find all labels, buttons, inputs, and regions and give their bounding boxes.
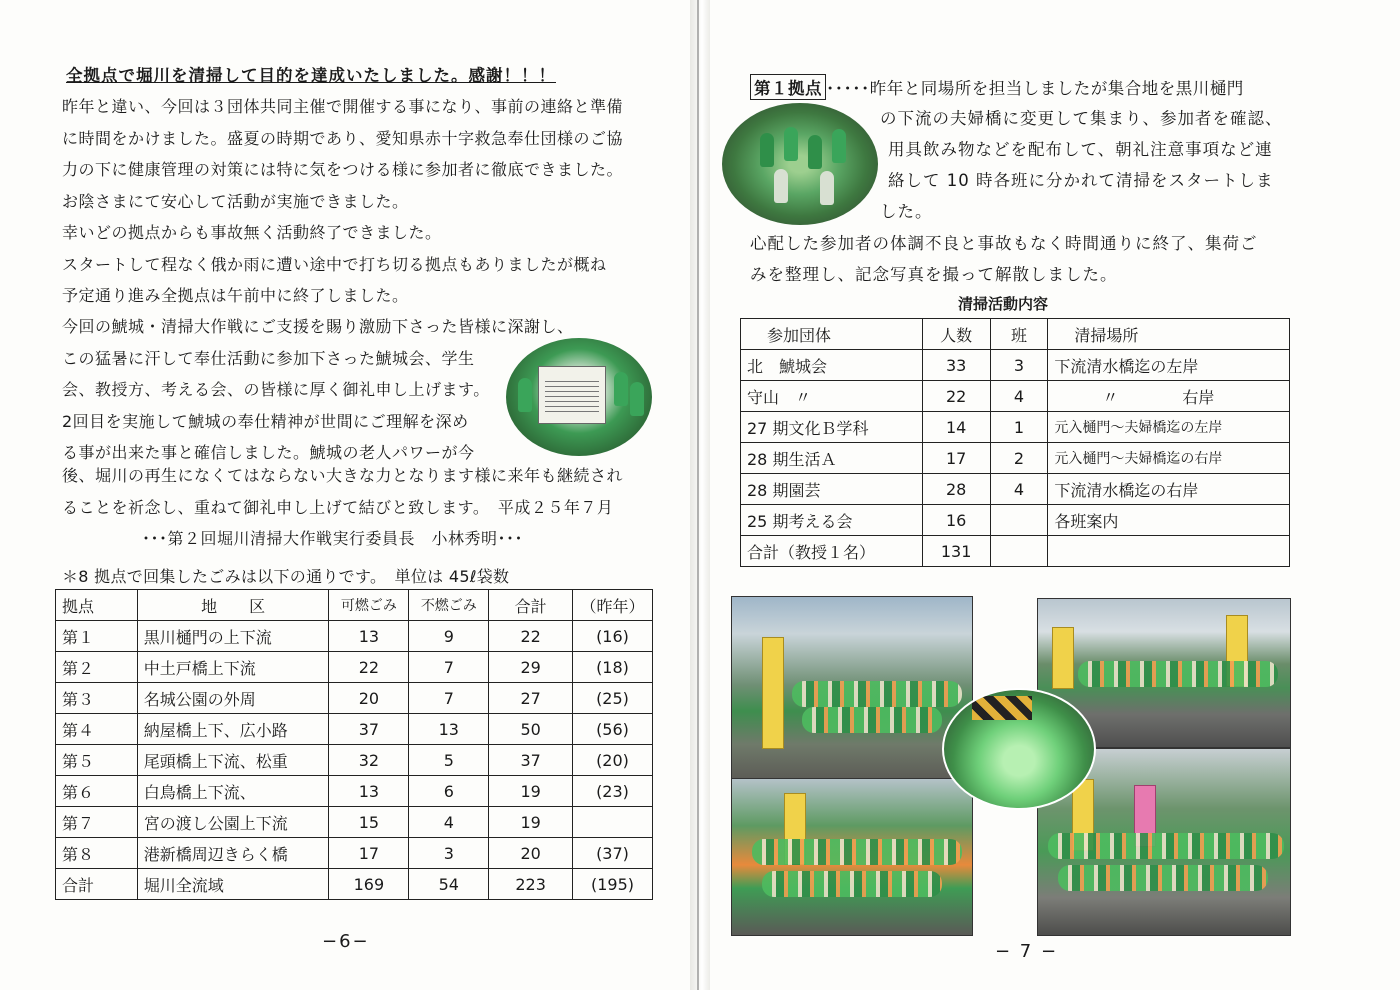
table-cell: 宮の渡し公園上下流 xyxy=(137,807,329,838)
header-cell: 拠点 xyxy=(56,590,138,621)
table-cell: 9 xyxy=(409,621,489,652)
barrier-stripes-image xyxy=(972,696,1032,720)
text-line: ･････昨年と同場所を担当しましたが集合地を黒川樋門 xyxy=(826,79,1244,98)
photo-volunteers-group xyxy=(722,103,878,225)
page-number: −6− xyxy=(322,931,370,952)
header-cell: 不燃ごみ xyxy=(409,590,489,621)
closing-paragraph xyxy=(62,460,623,523)
waste-collection-table xyxy=(55,589,653,900)
table-cell: (18) xyxy=(572,652,652,683)
table-cell: 下流清水橋迄の右岸 xyxy=(1048,474,1290,505)
table-cell: 〃 右岸 xyxy=(1048,381,1290,412)
person-figure xyxy=(820,171,834,205)
text-line: 予定通り進み全拠点は午前中に終了しました。 xyxy=(62,286,409,305)
text-line: 会、教授方、考える会、の皆様に厚く御礼申し上げます。 xyxy=(62,380,490,399)
table-cell: 37 xyxy=(329,714,409,745)
text-line: 用具飲み物などを配布して、朝礼注意事項など連 xyxy=(888,140,1273,159)
header-cell: 清掃場所 xyxy=(1048,319,1290,350)
table-note: ＊8 拠点で回集したごみは以下の通りです。 単位は 45ℓ袋数 xyxy=(62,567,510,586)
table-cell: 合計 xyxy=(56,869,138,900)
text-line: る事が出来た事と確信しました。鯱城の老人パワーが今 xyxy=(62,443,475,462)
table-cell: 22 xyxy=(329,652,409,683)
table-row xyxy=(741,381,1290,412)
table-row xyxy=(741,350,1290,381)
photo-group-riverside xyxy=(731,596,973,782)
table-cell: 169 xyxy=(329,869,409,900)
table-cell: 各班案内 xyxy=(1048,505,1290,536)
table-cell: 第１ xyxy=(56,621,138,652)
text-line: 幸いどの拠点からも事故無く活動終了できました。 xyxy=(62,223,442,242)
table-cell: 第５ xyxy=(56,745,138,776)
table-cell: 6 xyxy=(409,776,489,807)
text-line: この猛暑に汗して奉仕活動に参加下さった鯱城会、学生 xyxy=(62,348,475,368)
header-cell: 参加団体 xyxy=(741,319,923,350)
table-cell: 28 xyxy=(922,474,990,505)
table-cell: 5 xyxy=(409,745,489,776)
table-cell: (37) xyxy=(572,838,652,869)
table-row xyxy=(56,652,653,683)
page-number: − 7 − xyxy=(995,941,1059,962)
table-cell: 17 xyxy=(329,838,409,869)
site1-label: 第１拠点 xyxy=(750,74,826,100)
table-row xyxy=(56,776,653,807)
thanks-paragraph xyxy=(62,311,574,469)
table-cell: 28 期生活Ａ xyxy=(741,443,923,474)
table-cell: (56) xyxy=(572,714,652,745)
table-cell: 50 xyxy=(489,714,573,745)
header-cell: 人数 xyxy=(922,319,990,350)
crowd-image xyxy=(752,839,962,865)
table-row xyxy=(56,621,653,652)
table-cell: (195) xyxy=(572,869,652,900)
table-cell: 合計（教授１名） xyxy=(741,536,923,567)
person-figure xyxy=(518,378,532,412)
text-line: ることを祈念し、重ねて御礼申し上げて結びと致します。 平成２５年７月 xyxy=(62,497,614,517)
table-row xyxy=(56,683,653,714)
text-line: スタートして程なく俄か雨に遭い途中で打ち切る拠点もありましたが概ね xyxy=(62,254,607,274)
table-cell: 4 xyxy=(990,474,1048,505)
table-cell: 下流清水橋迄の左岸 xyxy=(1048,350,1290,381)
table-cell xyxy=(990,505,1048,536)
table-cell: 3 xyxy=(990,350,1048,381)
table-cell: 131 xyxy=(922,536,990,567)
table-cell: 16 xyxy=(922,505,990,536)
table-cell: 黒川樋門の上下流 xyxy=(137,621,329,652)
table-row xyxy=(741,443,1290,474)
table-cell: 納屋橋上下、広小路 xyxy=(137,714,329,745)
table-cell: 17 xyxy=(922,443,990,474)
crowd-image xyxy=(1048,833,1284,859)
table-cell: 4 xyxy=(990,381,1048,412)
table-cell: 20 xyxy=(489,838,573,869)
text-line: した。 xyxy=(880,202,933,221)
table-cell: 33 xyxy=(922,350,990,381)
left-page xyxy=(0,0,690,990)
table-row xyxy=(741,474,1290,505)
table-row xyxy=(56,745,653,776)
header-cell: 合計 xyxy=(489,590,573,621)
site1-heading-line xyxy=(750,74,1244,100)
table-cell: 27 xyxy=(489,683,573,714)
table-cell xyxy=(1048,536,1290,567)
intro-paragraph xyxy=(62,91,623,312)
table-cell: 14 xyxy=(922,412,990,443)
table-cell: 第７ xyxy=(56,807,138,838)
table-row xyxy=(741,505,1290,536)
table-cell: (23) xyxy=(572,776,652,807)
banner-image xyxy=(1052,627,1074,689)
text-line: 今回の鯱城・清掃大作戦にご支援を賜り激励下さった皆様に深謝し、 xyxy=(62,317,574,336)
table-cell: 第４ xyxy=(56,714,138,745)
signature-line: ･･･第２回堀川清掃大作戦実行委員長 小林秀明･･･ xyxy=(142,529,524,548)
table-cell: 堀川全流域 xyxy=(137,869,329,900)
table-cell: 28 期園芸 xyxy=(741,474,923,505)
table-cell: 3 xyxy=(409,838,489,869)
person-figure xyxy=(832,129,846,163)
crowd-image xyxy=(802,707,942,733)
header-cell: 可燃ごみ xyxy=(329,590,409,621)
table-cell: 7 xyxy=(409,683,489,714)
table-cell: 港新橋周辺きらく橋 xyxy=(137,838,329,869)
table-cell: 13 xyxy=(329,621,409,652)
person-figure xyxy=(808,135,822,169)
table-row xyxy=(56,838,653,869)
photo-group-orange-vests xyxy=(731,778,973,936)
table-cell: 2 xyxy=(990,443,1048,474)
table-cell: 元入樋門～夫婦橋迄の右岸 xyxy=(1048,443,1290,474)
table-cell: 4 xyxy=(409,807,489,838)
book-spine xyxy=(690,0,710,990)
crowd-image xyxy=(762,871,942,897)
notice-board-image xyxy=(538,366,606,424)
table-cell xyxy=(990,536,1048,567)
table-header-row xyxy=(741,319,1290,350)
table-cell: 25 期考える会 xyxy=(741,505,923,536)
text-line: 心配した参加者の体調不良と事故もなく時間通りに終了、集荷ご xyxy=(750,234,1258,253)
table-cell xyxy=(572,807,652,838)
person-figure xyxy=(784,127,798,161)
crowd-image xyxy=(1078,661,1278,687)
table-caption: 清掃活動内容 xyxy=(958,295,1049,313)
table-cell: 1 xyxy=(990,412,1048,443)
person-figure xyxy=(630,382,644,416)
person-figure xyxy=(774,169,788,203)
table-cell: (25) xyxy=(572,683,652,714)
text-line: 2回目を実施して鯱城の奉仕精神が世間にご理解を深め xyxy=(62,411,469,431)
crowd-image xyxy=(1058,865,1268,891)
table-row xyxy=(741,412,1290,443)
table-cell: 37 xyxy=(489,745,573,776)
table-cell: 第８ xyxy=(56,838,138,869)
table-cell: 7 xyxy=(409,652,489,683)
table-cell: 19 xyxy=(489,807,573,838)
table-cell: 22 xyxy=(489,621,573,652)
table-cell: 元入樋門～夫婦橋迄の左岸 xyxy=(1048,412,1290,443)
table-cell: 13 xyxy=(409,714,489,745)
table-cell: 名城公園の外周 xyxy=(137,683,329,714)
table-cell: 20 xyxy=(329,683,409,714)
photo-garbage-bags xyxy=(942,688,1096,810)
table-cell: 北 鯱城会 xyxy=(741,350,923,381)
table-row xyxy=(56,807,653,838)
table-cell: 守山 〃 xyxy=(741,381,923,412)
table-cell: 白鳥橋上下流、 xyxy=(137,776,329,807)
text-line: 後、堀川の再生になくてはならない大きな力となります様に来年も継続され xyxy=(62,466,624,485)
table-cell: 54 xyxy=(409,869,489,900)
text-line: の下流の夫婦橋に変更して集まり、参加者を確認、 xyxy=(880,109,1283,128)
table-cell: 29 xyxy=(489,652,573,683)
table-row xyxy=(56,714,653,745)
page-title: 全拠点で堀川を清掃して目的を達成いたしました。感謝！！！ xyxy=(66,66,556,85)
table-total-row xyxy=(741,536,1290,567)
text-line: 絡して 10 時各班に分かれて清掃をスタートしま xyxy=(888,171,1274,190)
table-cell: 13 xyxy=(329,776,409,807)
table-cell: 22 xyxy=(922,381,990,412)
header-cell: 地 区 xyxy=(137,590,329,621)
table-cell: 223 xyxy=(489,869,573,900)
text-line: 力の下に健康管理の対策には特に気をつける様に参加者に徹底できました。 xyxy=(62,160,624,179)
photo-notice-board xyxy=(506,338,652,456)
header-cell: 班 xyxy=(990,319,1048,350)
person-figure xyxy=(614,372,628,406)
table-cell: 32 xyxy=(329,745,409,776)
banner-image xyxy=(762,637,784,749)
table-cell: 15 xyxy=(329,807,409,838)
text-line: 昨年と違い、今回は３団体共同主催で開催する事になり、事前の連絡と準備 xyxy=(62,97,624,116)
cleaning-activity-table xyxy=(740,318,1290,567)
table-cell: 第２ xyxy=(56,652,138,683)
table-cell: 第３ xyxy=(56,683,138,714)
text-line: お陰さまにて安心して活動が実施できました。 xyxy=(62,191,409,211)
table-cell: 尾頭橋上下流、松重 xyxy=(137,745,329,776)
table-cell: (20) xyxy=(572,745,652,776)
page-fold-line xyxy=(697,0,699,990)
table-header-row xyxy=(56,590,653,621)
table-total-row xyxy=(56,869,653,900)
text-line: に時間をかけました。盛夏の時期であり、愛知県赤十字救急奉仕団様のご協 xyxy=(62,128,624,148)
table-cell: 19 xyxy=(489,776,573,807)
table-cell: 第６ xyxy=(56,776,138,807)
table-cell: 中土戸橋上下流 xyxy=(137,652,329,683)
crowd-image xyxy=(792,681,962,707)
table-cell: 27 期文化Ｂ学科 xyxy=(741,412,923,443)
table-cell: (16) xyxy=(572,621,652,652)
text-line: みを整理し、記念写真を撮って解散しました。 xyxy=(750,265,1118,284)
header-cell: （昨年） xyxy=(572,590,652,621)
person-figure xyxy=(760,133,774,167)
